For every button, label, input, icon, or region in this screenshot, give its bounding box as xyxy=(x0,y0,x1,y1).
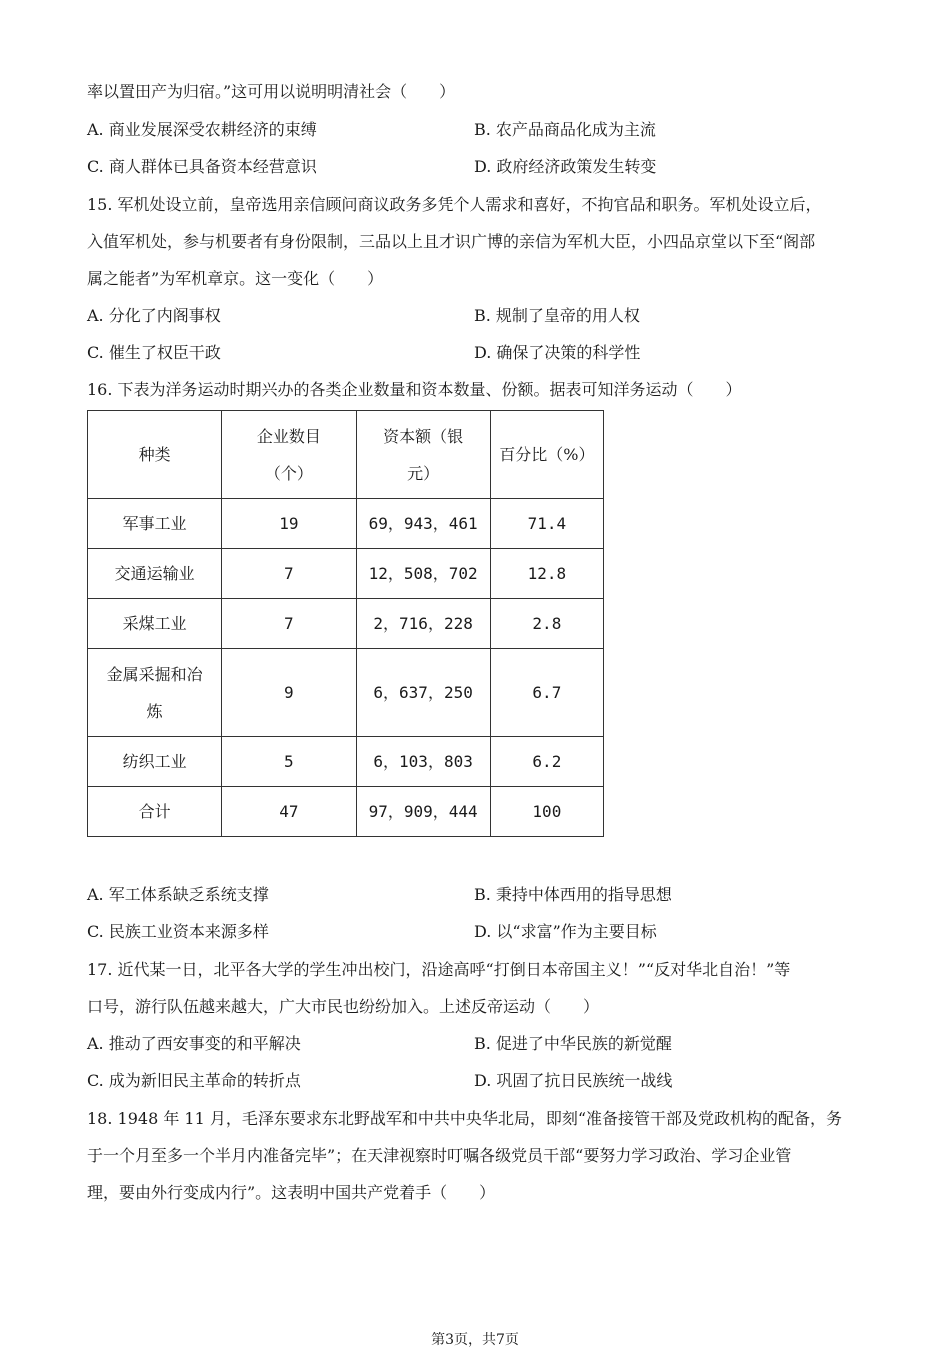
cell-percent: 12.8 xyxy=(490,549,603,599)
cell-count: 5 xyxy=(222,737,356,787)
q14-option-a: A. 商业发展深受农耕经济的束缚 xyxy=(87,120,317,139)
table-row xyxy=(88,599,604,649)
cell-capital: 6，103，803 xyxy=(356,737,490,787)
q14-option-b: B. 农产品商品化成为主流 xyxy=(474,120,656,139)
q16-option-a: A. 军工体系缺乏系统支撑 xyxy=(87,885,269,904)
q15-option-d: D. 确保了决策的科学性 xyxy=(474,343,641,362)
cell-kind: 纺织工业 xyxy=(88,737,222,787)
table-total-row xyxy=(88,787,604,837)
cell-capital: 69，943，461 xyxy=(356,499,490,549)
table-row xyxy=(88,499,604,549)
q18-stem-line-3: 理，要由外行变成内行”。这表明中国共产党着手（ ） xyxy=(87,1183,496,1202)
cell-count: 7 xyxy=(222,599,356,649)
q15-option-a: A. 分化了内阁事权 xyxy=(87,306,221,325)
cell-kind: 交通运输业 xyxy=(88,549,222,599)
q17-option-b: B. 促进了中华民族的新觉醒 xyxy=(474,1034,672,1053)
q17-option-d: D. 巩固了抗日民族统一战线 xyxy=(474,1071,673,1090)
q16-option-c: C. 民族工业资本来源多样 xyxy=(87,922,269,941)
q17-stem-line-2: 口号，游行队伍越来越大，广大市民也纷纷加入。上述反帝运动（ ） xyxy=(87,997,600,1016)
table-row xyxy=(88,549,604,599)
cell-percent: 6.7 xyxy=(490,649,603,737)
cell-percent: 71.4 xyxy=(490,499,603,549)
cell-kind: 合计 xyxy=(88,787,222,837)
q17-option-c: C. 成为新旧民主革命的转折点 xyxy=(87,1071,301,1090)
q15-option-c: C. 催生了权臣干政 xyxy=(87,343,221,362)
page-footer: 第3页，共7页 xyxy=(431,1332,519,1348)
q15-option-b: B. 规制了皇帝的用人权 xyxy=(474,306,640,325)
cell-count: 19 xyxy=(222,499,356,549)
header-percent: 百分比（%） xyxy=(490,411,603,499)
cell-capital: 6，637，250 xyxy=(356,649,490,737)
q17-option-a: A. 推动了西安事变的和平解决 xyxy=(87,1034,301,1053)
cell-count: 9 xyxy=(222,649,356,737)
q16-option-d: D. 以“求富”作为主要目标 xyxy=(474,922,657,941)
q18-stem-line-2: 于一个月至多一个半月内准备完毕”；在天津视察时叮嘱各级党员干部“要努力学习政治、学习企业管 xyxy=(87,1146,792,1165)
cell-percent: 100 xyxy=(490,787,603,837)
cell-count: 47 xyxy=(222,787,356,837)
q16-stem: 16. 下表为洋务运动时期兴办的各类企业数量和资本数量、份额。据表可知洋务运动（ ） xyxy=(87,380,742,399)
cell-percent: 2.8 xyxy=(490,599,603,649)
table-header-row xyxy=(88,411,604,499)
q17-stem-line-1: 17. 近代某一日，北平各大学的学生冲出校门，沿途高呼“打倒日本帝国主义！”“反对华北自治！”等 xyxy=(87,960,791,979)
q14-option-c: C. 商人群体已具备资本经营意识 xyxy=(87,157,317,176)
q15-stem-line-2: 入值军机处，参与机要者有身份限制，三品以上且才识广博的亲信为军机大臣，小四品京堂以下至“阁部 xyxy=(87,232,816,251)
enterprise-table xyxy=(87,410,604,837)
q16-option-b: B. 秉持中体西用的指导思想 xyxy=(474,885,672,904)
q14-stem-tail: 率以置田产为归宿。”这可用以说明明清社会（ ） xyxy=(87,82,456,101)
cell-capital: 12，508，702 xyxy=(356,549,490,599)
table-row xyxy=(88,649,604,737)
q15-stem-line-3: 属之能者”为军机章京。这一变化（ ） xyxy=(87,269,384,288)
cell-capital: 97，909，444 xyxy=(356,787,490,837)
header-count: 企业数目 （个） xyxy=(222,411,356,499)
cell-kind: 采煤工业 xyxy=(88,599,222,649)
header-capital: 资本额（银 元） xyxy=(356,411,490,499)
q14-option-d: D. 政府经济政策发生转变 xyxy=(474,157,657,176)
q18-stem-line-1: 18. 1948 年 11 月，毛泽东要求东北野战军和中共中央华北局，即刻“准备接管干部及党政机构的配备，务 xyxy=(87,1109,843,1128)
cell-capital: 2，716，228 xyxy=(356,599,490,649)
header-kind: 种类 xyxy=(88,411,222,499)
table-row xyxy=(88,737,604,787)
cell-kind: 军事工业 xyxy=(88,499,222,549)
cell-percent: 6.2 xyxy=(490,737,603,787)
cell-kind: 金属采掘和冶 炼 xyxy=(88,649,222,737)
cell-count: 7 xyxy=(222,549,356,599)
q15-stem-line-1: 15. 军机处设立前，皇帝选用亲信顾问商议政务多凭个人需求和喜好，不拘官品和职务。军机处设立后， xyxy=(87,195,822,214)
